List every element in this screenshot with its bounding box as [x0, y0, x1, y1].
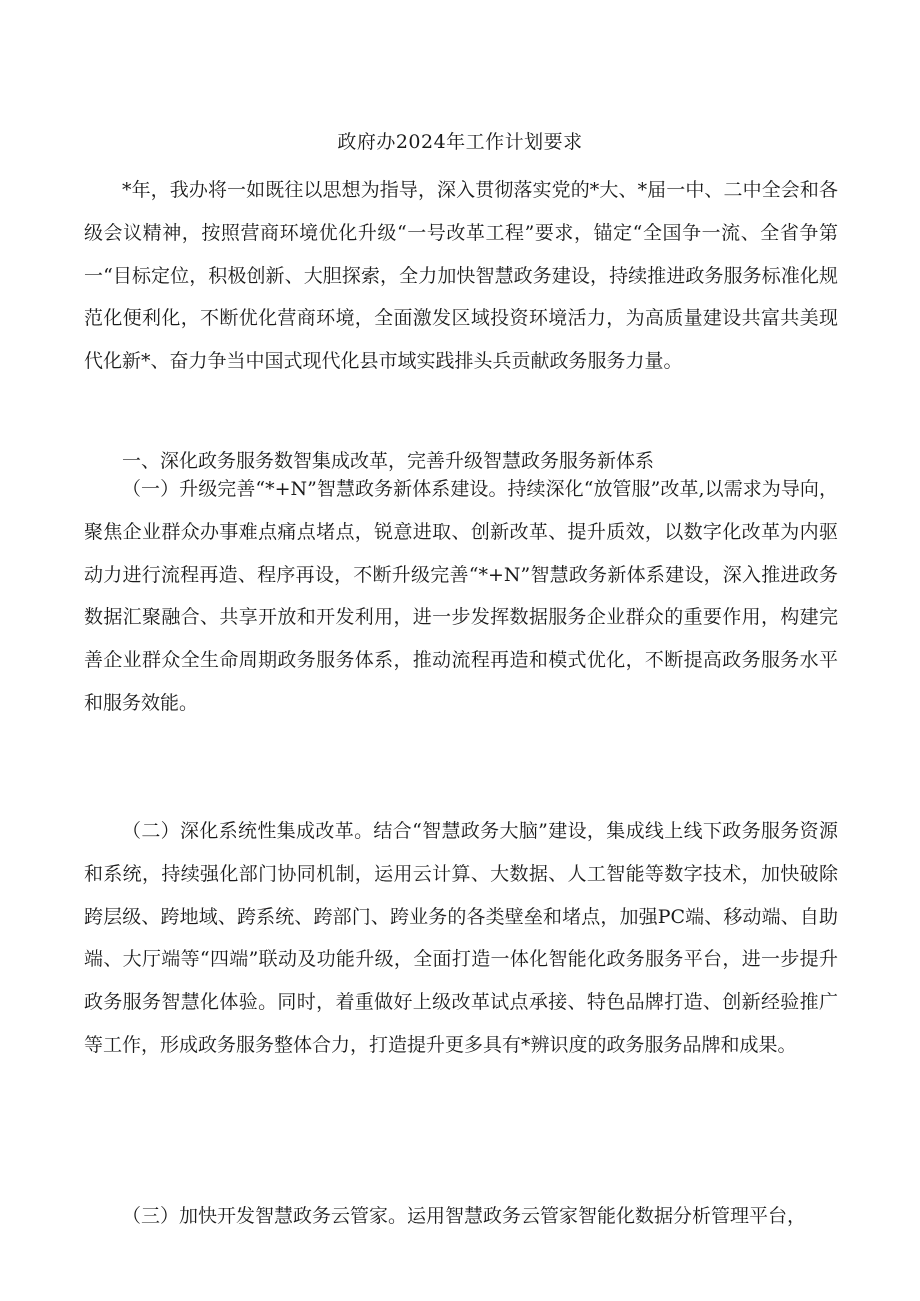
subsection-paragraph-2: （二）深化系统性集成改革。结合“智慧政务大脑”建设，集成线上线下政务服务资源和系统，持续强化部门协同机制，运用云计算、大数据、人工智能等数字技术，加快破除跨层级、跨地域、跨系统、跨部门、跨业务的各类壁垒和堵点，加强PC端、移动端、自助端、大厅端等“四端”联动及功能升级，全面打造一体化智能化政务服务平台，进一步提升政务服务智慧化体验。同时，着重做好上级改革试点承接、特色品牌打造、创新经验推广等工作，形成政务服务整体合力，打造提升更多具有*辨识度的政务服务品牌和成果。: [84, 820, 838, 1056]
subsection-paragraph-1: （一）升级完善“*+N”智慧政务新体系建设。持续深化“放管服”改革,以需求为导向，聚焦企业群众办事难点痛点堵点，锐意进取、创新改革、提升质效，以数字化改革为内驱动力进行流程再造、程序再设，不断升级完善“*+N”智慧政务新体系建设，深入推进政务数据汇聚融合、共享开放和开发利用，进一步发挥数据服务企业群众的重要作用，构建完善企业群众全生命周期政务服务体系，推动流程再造和模式优化，不断提高政务服务水平和服务效能。: [84, 478, 838, 714]
intro-paragraph: *年，我办将一如既往以思想为指导，深入贯彻落实党的*大、*届一中、二中全会和各级会议精神，按照营商环境优化升级“一号改革工程”要求，锚定“全国争一流、全省争第一“目标定位，积极创新、大胆探索，全力加快智慧政务建设，持续推进政务服务标准化规范化便利化，不断优化营商环境，全面激发区域投资环境活力，为高质量建设共富共美现代化新*、奋力争当中国式现代化县市域实践排头兵贡献政务服务力量。: [84, 179, 838, 373]
subsection-paragraph-3: （三）加快开发智慧政务云管家。运用智慧政务云管家智能化数据分析管理平台，: [122, 1205, 807, 1227]
document-title: 政府办2024年工作计划要求: [337, 131, 583, 153]
section-heading-1: 一、深化政务服务数智集成改革，完善升级智慧政务服务新体系: [122, 450, 655, 472]
